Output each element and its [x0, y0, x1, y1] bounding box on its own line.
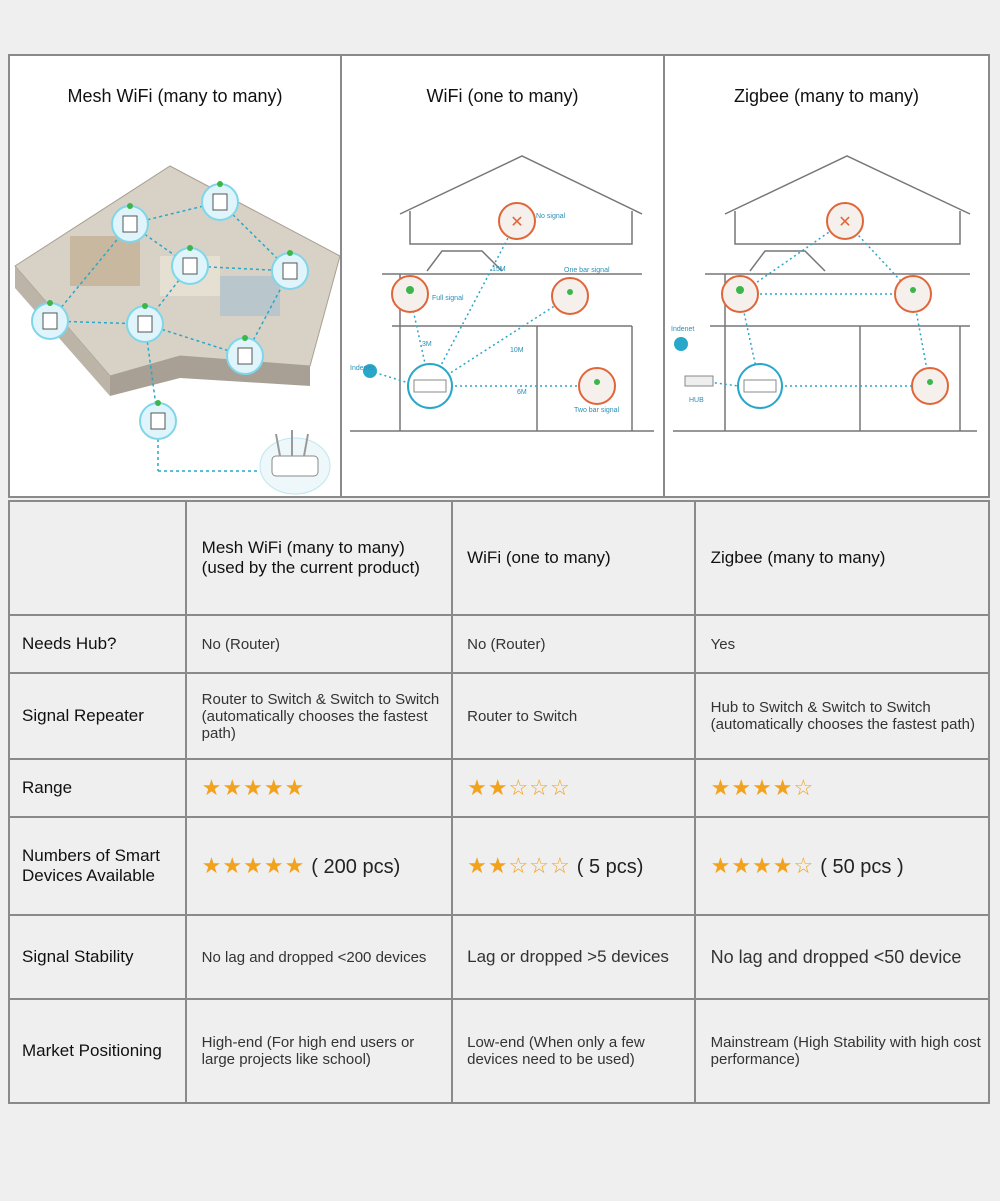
distance-10m: 10M: [510, 347, 524, 354]
stars-icon: ★★★★☆: [710, 775, 815, 800]
device-count: ( 50 pcs ): [820, 856, 904, 878]
table-row: [9, 615, 989, 673]
star-rating: [695, 759, 989, 817]
device-count: ( 5 pcs): [576, 856, 644, 878]
header-empty: [9, 501, 186, 615]
distance-15m: 15M: [492, 266, 506, 273]
table-row: [9, 759, 989, 817]
hub-label: HUB: [689, 397, 704, 404]
row-label: Market Positioning: [9, 999, 186, 1103]
cell: Hub to Switch & Switch to Switch (automatically chooses the fastest path): [695, 673, 989, 759]
distance-3m: 3M: [422, 341, 432, 348]
stars-icon: ★★★★★: [201, 775, 306, 800]
wifi-panel: [342, 56, 665, 496]
star-rating: [186, 759, 452, 817]
cell: Yes: [695, 615, 989, 673]
no-signal-label: No signal: [536, 213, 566, 220]
one-bar-label: One bar signal: [564, 267, 610, 274]
cell: Lag or dropped >5 devices: [452, 915, 695, 999]
full-signal-label: Full signal: [432, 295, 464, 302]
wifi-house-illustration: [342, 56, 663, 496]
cell: Low-end (When only a few devices need to be used): [452, 999, 695, 1103]
comparison-table: [8, 500, 990, 1104]
zigbee-house-illustration: [665, 56, 986, 496]
zigbee-panel: [665, 56, 988, 496]
mesh-wifi-title: Mesh WiFi (many to many): [67, 86, 283, 106]
row-label: Numbers of Smart Devices Available: [9, 817, 186, 915]
wifi-title: WiFi (one to many): [426, 86, 579, 106]
table-header-row: [9, 501, 989, 615]
stars-icon: ★★☆☆☆: [467, 853, 571, 878]
star-rating: [186, 817, 452, 915]
table-row: [9, 673, 989, 759]
table-row: [9, 999, 989, 1103]
stars-icon: ★★☆☆☆: [467, 775, 571, 800]
cell: Router to Switch: [452, 673, 695, 759]
zigbee-internet-label: Indenet: [671, 326, 695, 333]
cell: Mainstream (High Stability with high cost performance): [695, 999, 989, 1103]
header-mesh: Mesh WiFi (many to many) (used by the current product): [186, 501, 452, 615]
svg-text:✕: ✕: [510, 214, 524, 231]
device-count: ( 200 pcs): [311, 856, 401, 878]
cell: High-end (For high end users or large projects like school): [186, 999, 452, 1103]
table-row: [9, 817, 989, 915]
cell: No (Router): [452, 615, 695, 673]
two-bar-label: Two bar signal: [574, 407, 620, 414]
svg-text:✕: ✕: [838, 214, 852, 231]
row-label: Needs Hub?: [9, 615, 186, 673]
zigbee-title: Zigbee (many to many): [733, 86, 920, 106]
row-label: Range: [9, 759, 186, 817]
illustration-panels: [8, 54, 990, 498]
row-label: Signal Repeater: [9, 673, 186, 759]
cell: No lag and dropped <200 devices: [186, 915, 452, 999]
star-rating: [695, 817, 989, 915]
star-rating: [452, 759, 695, 817]
stars-icon: ★★★★★: [201, 853, 306, 878]
stars-icon: ★★★★☆: [710, 853, 815, 878]
row-label: Signal Stability: [9, 915, 186, 999]
table-row: [9, 915, 989, 999]
star-rating: [452, 817, 695, 915]
header-wifi: WiFi (one to many): [452, 501, 695, 615]
header-zigbee: Zigbee (many to many): [695, 501, 989, 615]
internet-label: Indenet: [350, 365, 374, 372]
cell: No lag and dropped <50 device: [695, 915, 989, 999]
mesh-house-illustration: [10, 56, 340, 496]
distance-6m: 6M: [517, 389, 527, 396]
cell: Router to Switch & Switch to Switch (automatically chooses the fastest path): [186, 673, 452, 759]
mesh-wifi-panel: [10, 56, 342, 496]
cell: No (Router): [186, 615, 452, 673]
